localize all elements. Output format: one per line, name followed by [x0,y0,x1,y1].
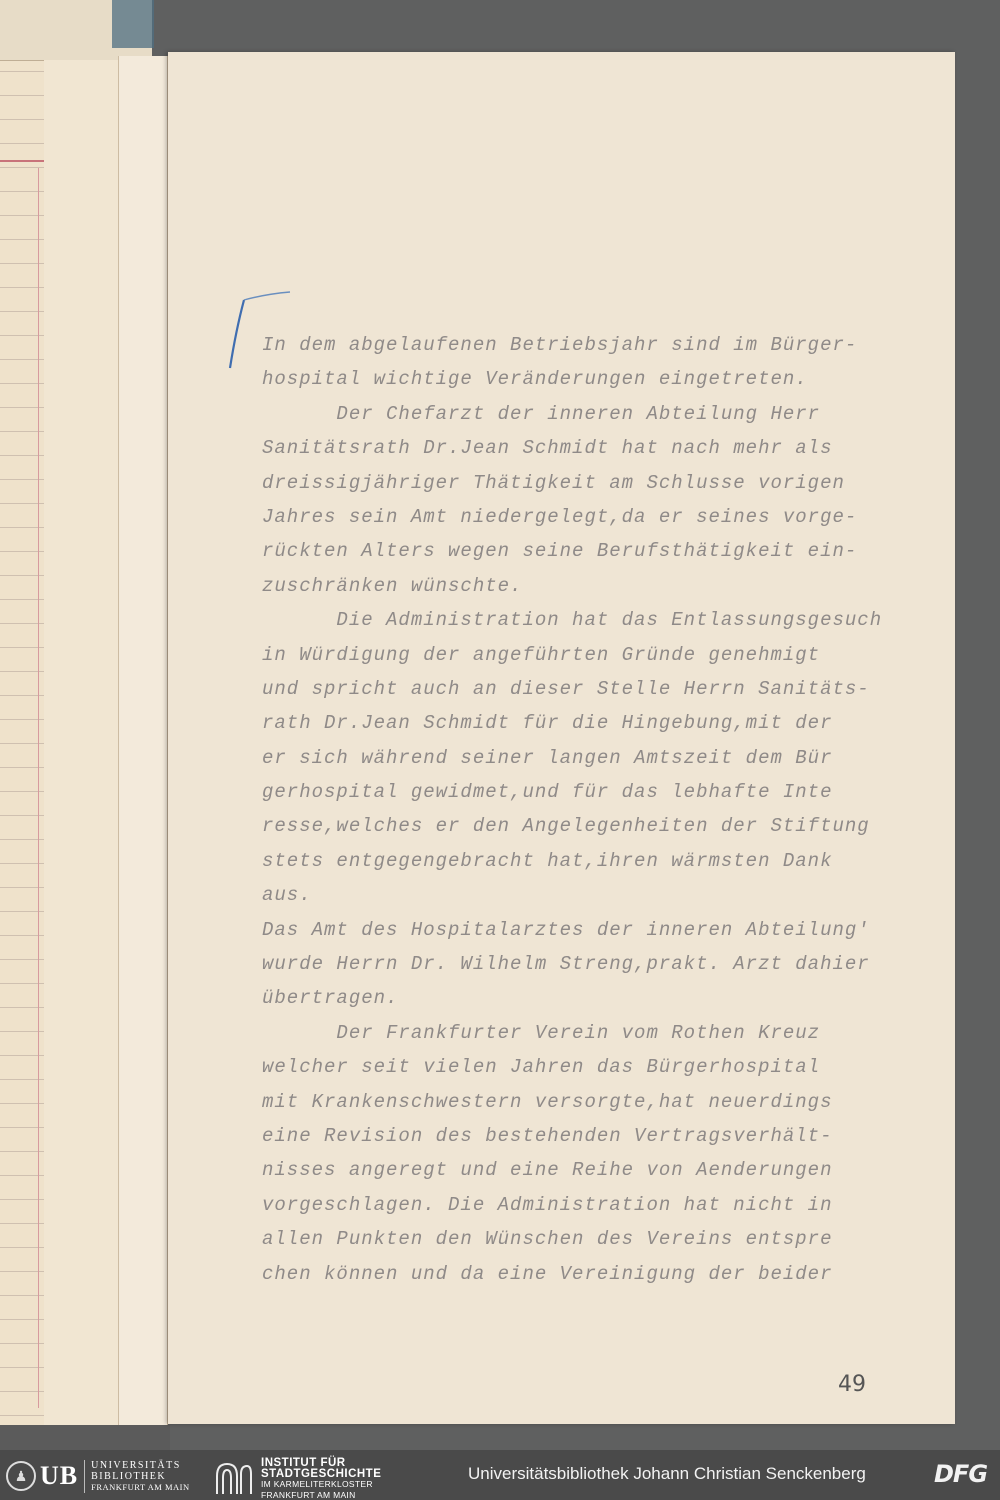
text-line: resse,welches er den Angelegenheiten der Stiftung [262,815,870,838]
text-line: In dem abgelaufenen Betriebsjahr sind im Bürger- [262,334,858,356]
text-line: stets entgegengebracht hat,ihren wärmsten Dank [262,849,833,872]
text-line: chen können und da eine Vereinigung der beider [262,1262,833,1285]
ledger-red-ruling-inner [0,168,39,1408]
typewritten-text [262,328,922,1291]
ifs-name-line: STADTGESCHICHTE [261,1467,382,1480]
ifs-name-line: IM KARMELITERKLOSTER [261,1479,373,1489]
ub-name-line: UNIVERSITÄTS [91,1459,181,1471]
ledger-blue-tab [112,0,154,48]
text-line: rückten Alters wegen seine Berufsthätigkeit ein- [262,540,858,563]
text-line: nisses angeregt und eine Reihe von Aenderungen [262,1159,833,1182]
ifs-logo[interactable] [215,1458,381,1500]
text-line: Der Frankfurter Verein vom Rothen Kreuz [262,1021,821,1044]
text-line: Die Administration hat das Entlassungsgesuch [262,609,883,632]
text-line: gerhospital gewidmet,und für das lebhafte Inte [262,781,833,804]
text-line: hospital wichtige Veränderungen eingetreten. [262,368,808,391]
arch-icon [215,1462,253,1496]
text-line: wurde Herrn Dr. Wilhelm Streng,prakt. Arzt dahier [262,953,870,976]
text-line: Jahres sein Amt niedergelegt,da er seines vorge- [262,505,858,528]
text-line: und spricht auch an dieser Stelle Herrn Sanitäts- [262,677,870,700]
text-line: Sanitätsrath Dr.Jean Schmidt hat nach mehr als [262,437,833,460]
text-line: Das Amt des Hospitalarztes der inneren Abteilung' [262,918,870,941]
ifs-name-line: FRANKFURT AM MAIN [261,1489,356,1500]
dfg-logo[interactable]: DFG [934,1460,988,1488]
text-line: mit Krankenschwestern versorgte,hat neuerdings [262,1090,833,1113]
text-line: allen Punkten den Wünschen des Vereins entspre [262,1228,833,1251]
seal-icon: ♟ [6,1461,36,1491]
text-line: Der Chefarzt der inneren Abteilung Herr [262,402,821,425]
text-line: dreissigjähriger Thätigkeit am Schlusse vorigen [262,471,845,494]
ub-logo[interactable] [6,1460,190,1492]
text-line: vorgeschlagen. Die Administration hat nicht in [262,1193,833,1216]
ub-mark: UB [40,1461,79,1490]
text-line: aus. [262,884,312,907]
footer-bar [0,1450,1000,1500]
ub-name-line: FRANKFURT AM MAIN [91,1481,190,1492]
ledger-bottom-shadow [0,1425,170,1450]
text-line: er sich während seiner langen Amtszeit dem Bür [262,746,833,769]
page-edge-strip [44,60,125,1450]
ifs-name-line: INSTITUT FÜR [261,1457,346,1469]
text-line: welcher seit vielen Jahren das Bürgerhospital [262,1056,821,1079]
page-edge-strip-inner [118,56,168,1446]
text-line: übertragen. [262,987,399,1010]
text-line: rath Dr.Jean Schmidt für die Hingebung,mit der [262,712,833,735]
library-title[interactable]: Universitätsbibliothek Johann Christian Senckenberg [468,1464,866,1483]
ub-name [84,1460,190,1493]
ifs-name [261,1458,381,1500]
text-line: zuschränken wünschte. [262,574,523,597]
page-number: 49 [838,1372,866,1397]
text-line: eine Revision des bestehenden Vertragsverhält- [262,1124,833,1147]
text-line: in Würdigung der angeführten Gründe genehmigt [262,643,821,666]
ub-name-line: BIBLIOTHEK [91,1470,167,1482]
